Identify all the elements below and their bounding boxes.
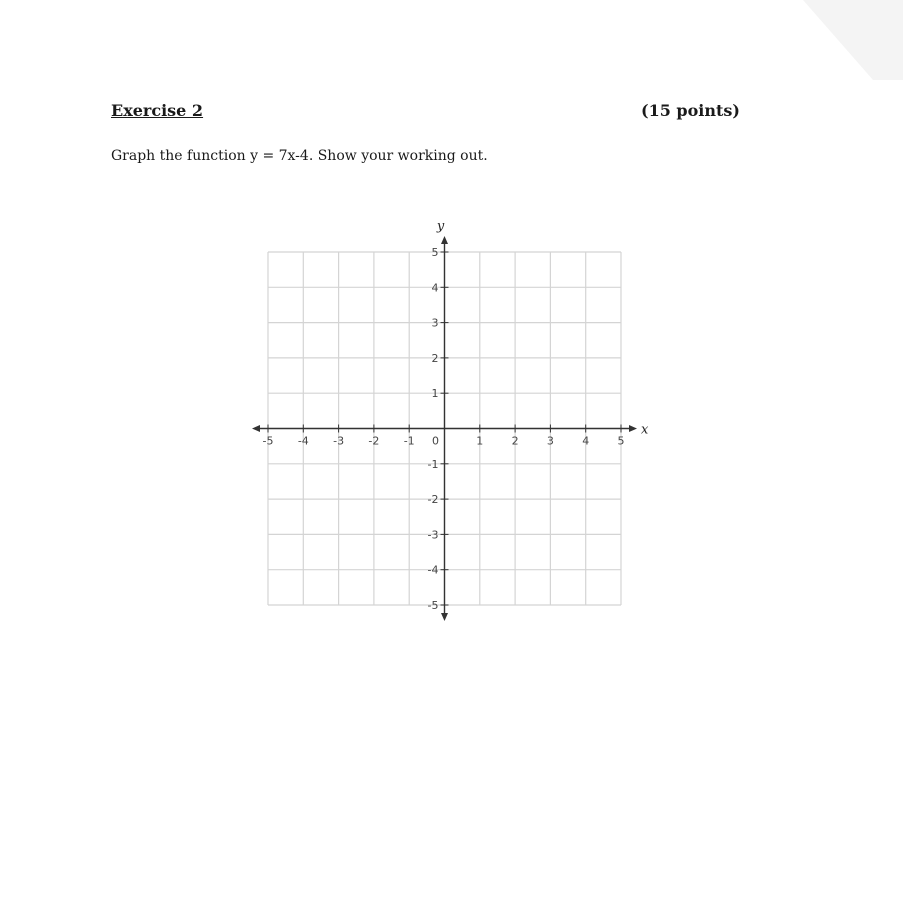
x-tick-label: -2 — [368, 434, 380, 448]
y-tick-label: -5 — [427, 599, 439, 612]
x-tick-label: 5 — [617, 434, 625, 448]
coordinate-grid — [245, 215, 665, 625]
x-tick-label: -4 — [297, 434, 309, 448]
x-tick-label: -1 — [403, 434, 415, 448]
y-tick-label: 2 — [431, 351, 439, 365]
y-axis-label: y — [436, 219, 445, 234]
y-tick-label: 3 — [431, 316, 439, 330]
x-tick-label: 4 — [582, 434, 590, 448]
x-tick-label: 0 — [432, 434, 439, 448]
exercise-points: (15 points) — [641, 101, 740, 120]
x-tick-label: -5 — [262, 434, 274, 448]
y-axis-arrow-up — [441, 236, 448, 244]
x-axis-label: x — [641, 422, 649, 438]
x-tick-label: 3 — [546, 434, 554, 448]
x-tick-label: 1 — [476, 434, 484, 448]
y-tick-label: -2 — [427, 493, 439, 507]
y-tick-label: -4 — [427, 563, 439, 577]
x-tick-label: 2 — [511, 434, 519, 448]
y-tick-label: 4 — [431, 281, 439, 295]
corner-decoration — [763, 0, 903, 80]
y-tick-label: -1 — [427, 457, 439, 471]
x-axis-arrow-right — [629, 425, 637, 432]
y-tick-label: -3 — [427, 528, 439, 542]
y-axis-arrow-down — [441, 613, 448, 621]
exercise-instruction: Graph the function y = 7x-4. Show your working out. — [111, 148, 488, 164]
exercise-title: Exercise 2 — [111, 101, 204, 120]
y-tick-label: 1 — [431, 387, 439, 401]
x-tick-label: -3 — [333, 434, 345, 448]
y-tick-label: 5 — [431, 246, 439, 259]
x-axis-arrow-left — [252, 425, 260, 432]
